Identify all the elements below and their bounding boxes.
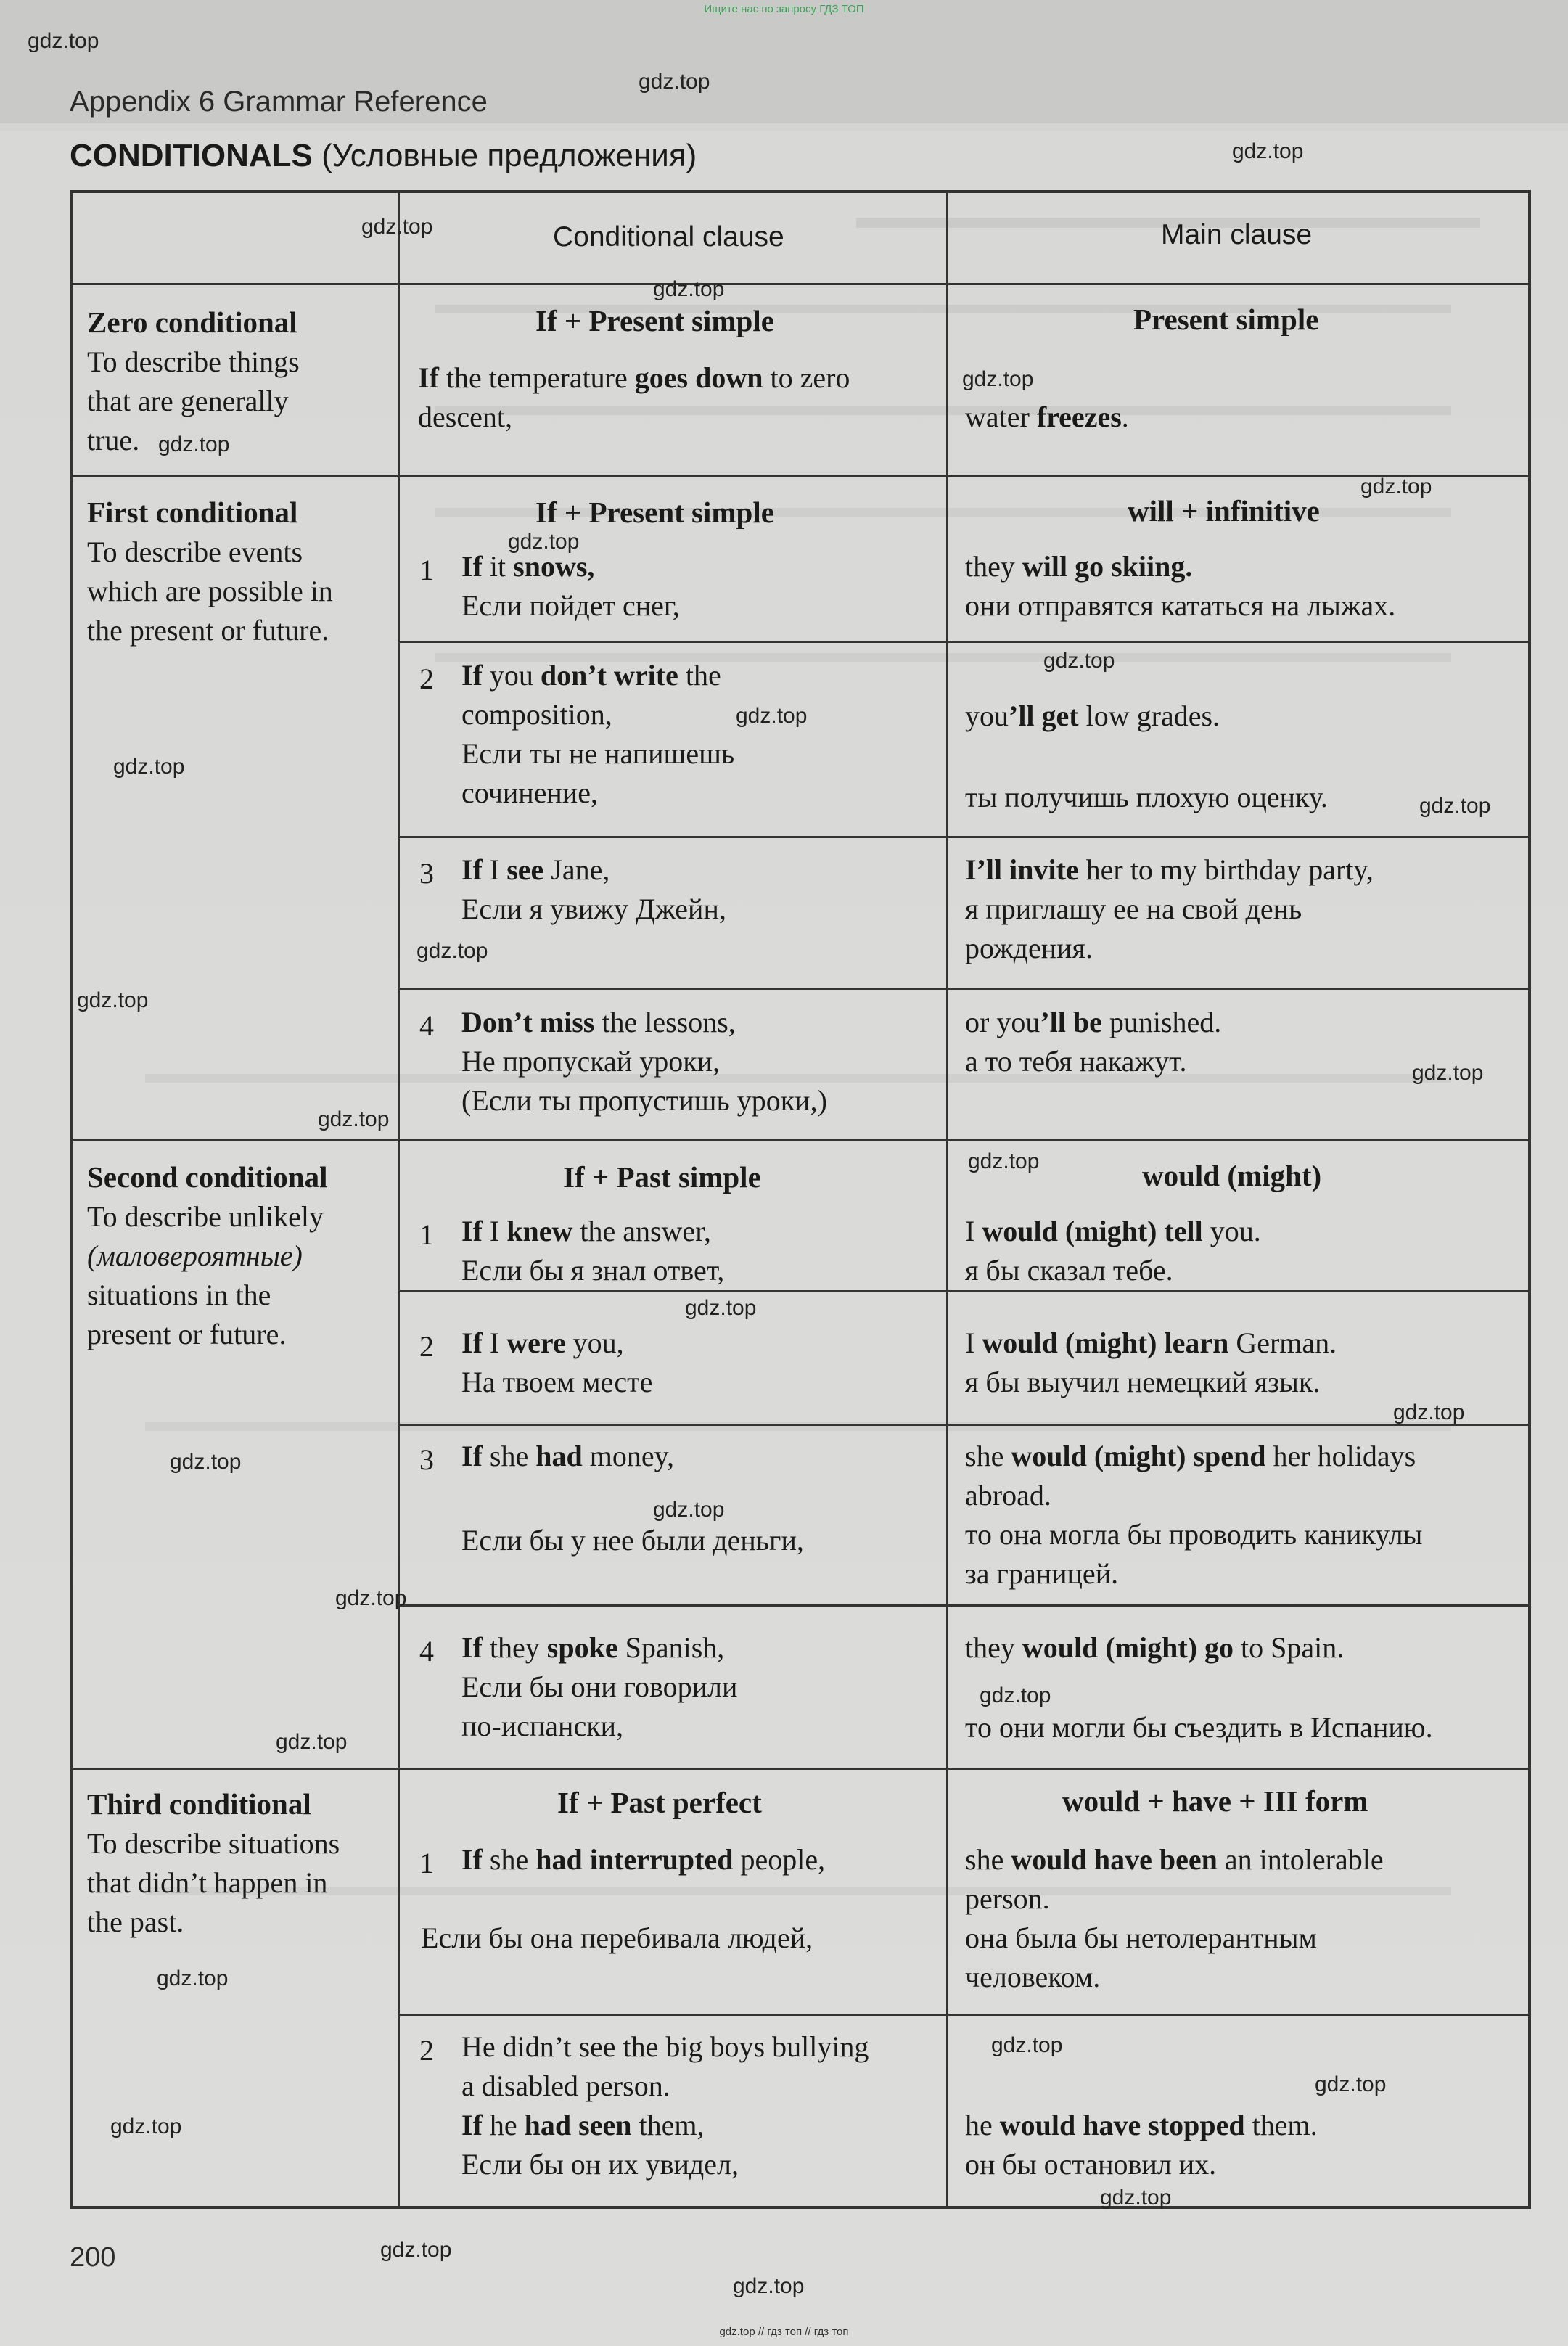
first-example-3-main: I’ll invite her to my birthday party, я приглашу ее на свой день рождения.	[965, 853, 1374, 964]
site-banner-top[interactable]: Ищите нас по запросу ГДЗ ТОП	[704, 3, 864, 15]
zero-main-formula: Present simple	[1133, 303, 1319, 336]
second-example-2-main: I would (might) learn German. я бы выучил немецкий язык.	[965, 1326, 1337, 1398]
third-example-1-main-ru: она была бы нетолерантным человеком.	[965, 1921, 1317, 1993]
zero-conditional-desc: To describe things that are generally true.	[87, 345, 300, 456]
first-example-3-cond: If I see Jane, Если я увижу Джейн,	[461, 853, 726, 925]
heading-rest: (Условные предложения)	[321, 138, 697, 173]
watermark: gdz.top	[28, 29, 99, 53]
third-example-2-cond: He didn’t see the big boys bullying a disabled person. If he had seen them, Если бы он их увидел,	[461, 2030, 869, 2181]
watermark: gdz.top	[1360, 475, 1432, 499]
watermark: gdz.top	[416, 939, 488, 963]
watermark: gdz.top	[318, 1107, 390, 1131]
watermark: gdz.top	[653, 277, 725, 301]
first-main-formula: will + infinitive	[1128, 494, 1320, 528]
example-number: 4	[419, 1009, 434, 1042]
first-example-4-main: or you’ll be punished. а то тебя накажут.	[965, 1006, 1222, 1078]
first-conditional-title: First conditional	[87, 496, 298, 529]
appendix-title: Appendix 6 Grammar Reference	[70, 86, 488, 118]
row-divider-second	[70, 1768, 1531, 1770]
subrow-divider	[398, 1604, 1531, 1607]
watermark: gdz.top	[157, 1966, 229, 1990]
watermark: gdz.top	[110, 2115, 182, 2138]
subrow-divider	[398, 1424, 1531, 1426]
example-number: 3	[419, 857, 434, 890]
second-example-3-cond-ru: Если бы у нее были деньги,	[461, 1524, 804, 1557]
watermark: gdz.top	[335, 1586, 407, 1610]
watermark: gdz.top	[1412, 1061, 1484, 1085]
third-example-1-main: she would have been an intolerable person.	[965, 1843, 1384, 1915]
first-example-1-main: they will go skiing. они отправятся кататься на лыжах.	[965, 550, 1396, 622]
second-example-1-main: I would (might) tell you. я бы сказал тебе.	[965, 1215, 1261, 1287]
example-number: 2	[419, 2034, 434, 2067]
watermark: gdz.top	[276, 1730, 348, 1754]
subrow-divider	[398, 836, 1531, 838]
second-cond-formula: If + Past simple	[563, 1160, 761, 1194]
row-divider-zero	[70, 475, 1531, 477]
watermark: gdz.top	[980, 1683, 1051, 1707]
watermark: gdz.top	[1315, 2072, 1387, 2096]
example-number: 1	[419, 554, 434, 586]
example-number: 2	[419, 1330, 434, 1363]
page-heading	[70, 138, 697, 174]
example-number: 1	[419, 1847, 434, 1879]
second-main-formula: would (might)	[1142, 1159, 1322, 1192]
third-example-1-cond: If she had interrupted people,	[461, 1843, 826, 1876]
column-divider-1	[398, 190, 400, 2209]
watermark: gdz.top	[1232, 139, 1304, 163]
column-divider-2	[946, 190, 948, 2209]
third-cond-formula: If + Past perfect	[557, 1786, 762, 1819]
watermark: gdz.top	[685, 1296, 757, 1320]
second-conditional-desc: To describe unlikely (маловероятные) situations in the present or future.	[87, 1200, 324, 1350]
watermark: gdz.top	[733, 2274, 805, 2298]
watermark: gdz.top	[1100, 2186, 1172, 2210]
third-main-formula: would + have + III form	[1062, 1784, 1368, 1818]
subrow-divider	[398, 1290, 1531, 1292]
zero-example-cond: If the temperature goes down to zero descent,	[418, 361, 850, 433]
second-example-4-cond: If they spoke Spanish, Если бы они говорили по-испански,	[461, 1631, 738, 1742]
subrow-divider	[398, 988, 1531, 990]
row-divider-first	[70, 1139, 1531, 1141]
third-example-1-cond-ru: Если бы она перебивала людей,	[421, 1921, 813, 1954]
watermark: gdz.top	[1393, 1400, 1465, 1424]
second-example-2-cond: If I were you, На твоем месте	[461, 1326, 653, 1398]
third-example-2-main: he would have stopped them. он бы остановил их.	[965, 2109, 1318, 2181]
watermark: gdz.top	[639, 70, 710, 94]
example-number: 2	[419, 663, 434, 695]
first-example-1-cond: If it snows, Если пойдет снег,	[461, 550, 680, 622]
second-example-3-cond: If she had money,	[461, 1440, 674, 1472]
watermark: gdz.top	[653, 1498, 725, 1522]
zero-cond-formula: If + Present simple	[535, 304, 774, 337]
second-example-1-cond: If I knew the answer, Если бы я знал ответ,	[461, 1215, 725, 1287]
second-example-4-main-ru: то они могли бы съездить в Испанию.	[965, 1711, 1433, 1744]
site-banner-bottom[interactable]: gdz.top // гдз топ // гдз топ	[719, 2326, 849, 2338]
first-example-2-main-ru: ты получишь плохую оценку.	[965, 781, 1328, 813]
row-divider-header	[70, 283, 1531, 285]
first-example-2-cond: If you don’t write the composition, Если ты не напишешь сочинение,	[461, 659, 735, 809]
heading-bold: CONDITIONALS	[70, 138, 313, 173]
subrow-divider	[398, 2014, 1531, 2016]
first-conditional-desc: To describe events which are possible in the present or future.	[87, 536, 333, 647]
watermark: gdz.top	[170, 1450, 242, 1474]
second-example-4-main: they would (might) go to Spain.	[965, 1631, 1345, 1664]
watermark: gdz.top	[380, 2238, 452, 2262]
second-example-3-main: she would (might) spend her holidays abroad. то она могла бы проводить каникулы за границей.	[965, 1440, 1423, 1590]
first-example-4-cond: Don’t miss the lessons, Не пропускай уроки, (Если ты пропустишь уроки,)	[461, 1006, 827, 1117]
watermark: gdz.top	[158, 432, 230, 456]
watermark: gdz.top	[1043, 649, 1115, 673]
header-main-clause: Main clause	[1161, 219, 1313, 250]
watermark: gdz.top	[361, 215, 433, 239]
first-example-2-main: you’ll get low grades.	[965, 700, 1220, 732]
header-conditional-clause: Conditional clause	[553, 221, 784, 253]
watermark: gdz.top	[968, 1149, 1040, 1173]
third-conditional-title: Third conditional	[87, 1787, 311, 1821]
second-conditional-title: Second conditional	[87, 1160, 328, 1194]
watermark: gdz.top	[991, 2033, 1063, 2057]
first-cond-formula: If + Present simple	[535, 496, 774, 529]
watermark: gdz.top	[77, 988, 149, 1012]
watermark: gdz.top	[1419, 794, 1491, 818]
page-number: 200	[70, 2242, 116, 2273]
watermark: gdz.top	[113, 755, 185, 779]
zero-conditional-title: Zero conditional	[87, 305, 297, 339]
example-number: 3	[419, 1443, 434, 1476]
watermark: gdz.top	[508, 530, 580, 554]
subrow-divider	[398, 641, 1531, 643]
watermark: gdz.top	[736, 704, 808, 728]
example-number: 4	[419, 1635, 434, 1668]
zero-example-main: water freezes.	[965, 401, 1129, 433]
example-number: 1	[419, 1218, 434, 1251]
watermark: gdz.top	[962, 367, 1034, 391]
third-conditional-desc: To describe situations that didn’t happen in the past.	[87, 1827, 340, 1938]
